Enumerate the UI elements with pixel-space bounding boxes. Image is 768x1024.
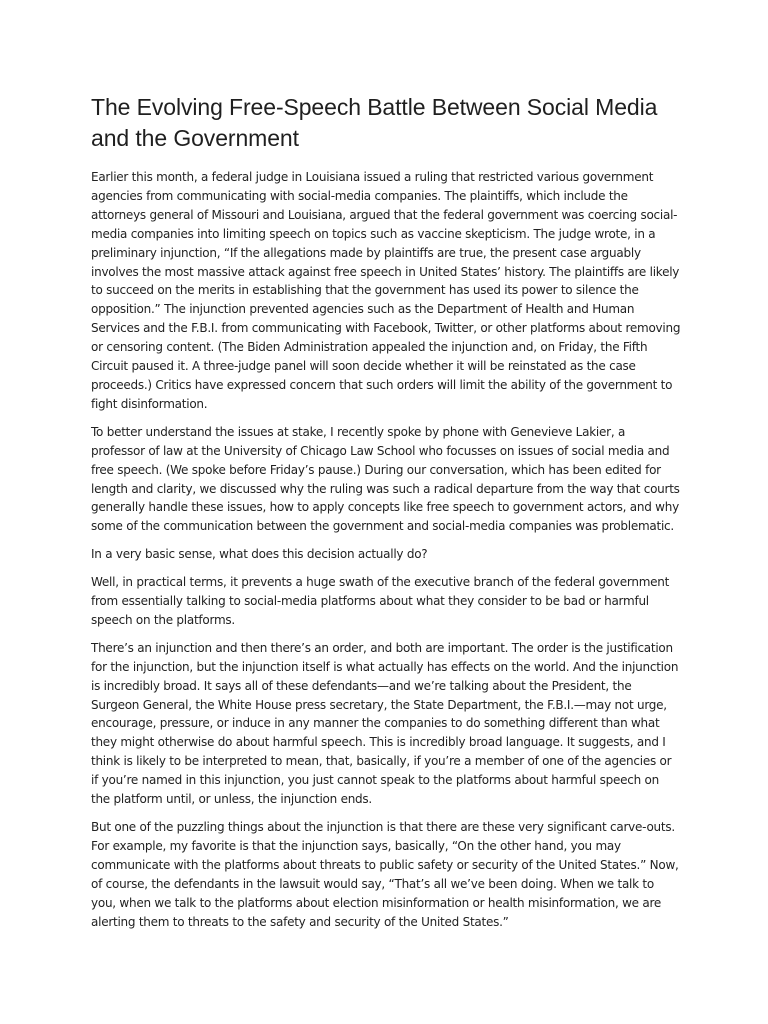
paragraph-question: In a very basic sense, what does this decision actually do? <box>91 547 428 562</box>
paragraph-answer-injunction: There’s an injunction and then there’s an order, and both are important. The order is the justification for the injunction, but the injunction itself is what actually has effects on the world. And the injunction is incredibly broad. It says all of these defendants—and we’re talking about the President, the Surgeon General, the White House press secretary, the State Department, the F.B.I.—may not urge, encourage, pressure, or induce in any manner the companies to do something different than what they might otherwise do about harmful speech. This is incredibly broad language. It suggests, and I think is likely to be interpreted to mean, that, basically, if you’re a member of one of the agencies or if you’re named in this injunction, you just cannot speak to the platforms about harmful speech on the platform until, or unless, the injunction ends. <box>91 640 679 807</box>
article-title: The Evolving Free-Speech Battle Between Social Media and the Government <box>91 94 658 151</box>
document-page <box>91 92 681 940</box>
paragraph-interview-context: To better understand the issues at stake, I recently spoke by phone with Genevieve Lakier, a professor of law at the University of Chicago Law School who focusses on issues of social media and free speech. (We spoke before Friday’s pause.) During our conversation, which has been edited for length and clarity, we discussed why the ruling was such a radical departure from the way that courts generally handle these issues, how to apply concepts like free speech to government actors, and why some of the communication between the government and social-media companies was problematic. <box>91 424 680 534</box>
paragraph-answer-practical: Well, in practical terms, it prevents a huge swath of the executive branch of the federal government from essentially talking to social-media platforms about what they consider to be bad or harmful speech on the platforms. <box>91 575 670 627</box>
paragraph-answer-carve-outs: But one of the puzzling things about the injunction is that there are these very significant carve-outs. For example, my favorite is that the injunction says, basically, “On the other hand, you may communicate with the platforms about threats to public safety or security of the United States.” Now, of course, the defendants in the lawsuit would say, “That’s all we’ve been doing. When we talk to you, when we talk to the platforms about election misinformation or health misinformation, we are alerting them to threats to the safety and security of the United States.” <box>91 820 679 929</box>
paragraph-intro: Earlier this month, a federal judge in Louisiana issued a ruling that restricted various government agencies from communicating with social-media companies. The plaintiffs, which include the attorneys general of Missouri and Louisiana, argued that the federal government was coercing social-media companies into limiting speech on topics such as vaccine skepticism. The judge wrote, in a preliminary injunction, “If the allegations made by plaintiffs are true, the present case arguably involves the most massive attack against free speech in United States’ history. The plaintiffs are likely to succeed on the merits in establishing that the government has used its power to silence the opposition.” The injunction prevented agencies such as the Department of Health and Human Services and the F.B.I. from communicating with Facebook, Twitter, or other platforms about removing or censoring content. (The Biden Administration appealed the injunction and, on Friday, the Fifth Circuit paused it. A three-judge panel will soon decide whether it will be reinstated as the case proceeds.) Critics have expressed concern that such orders will limit the ability of the government to fight disinformation. <box>91 170 681 411</box>
